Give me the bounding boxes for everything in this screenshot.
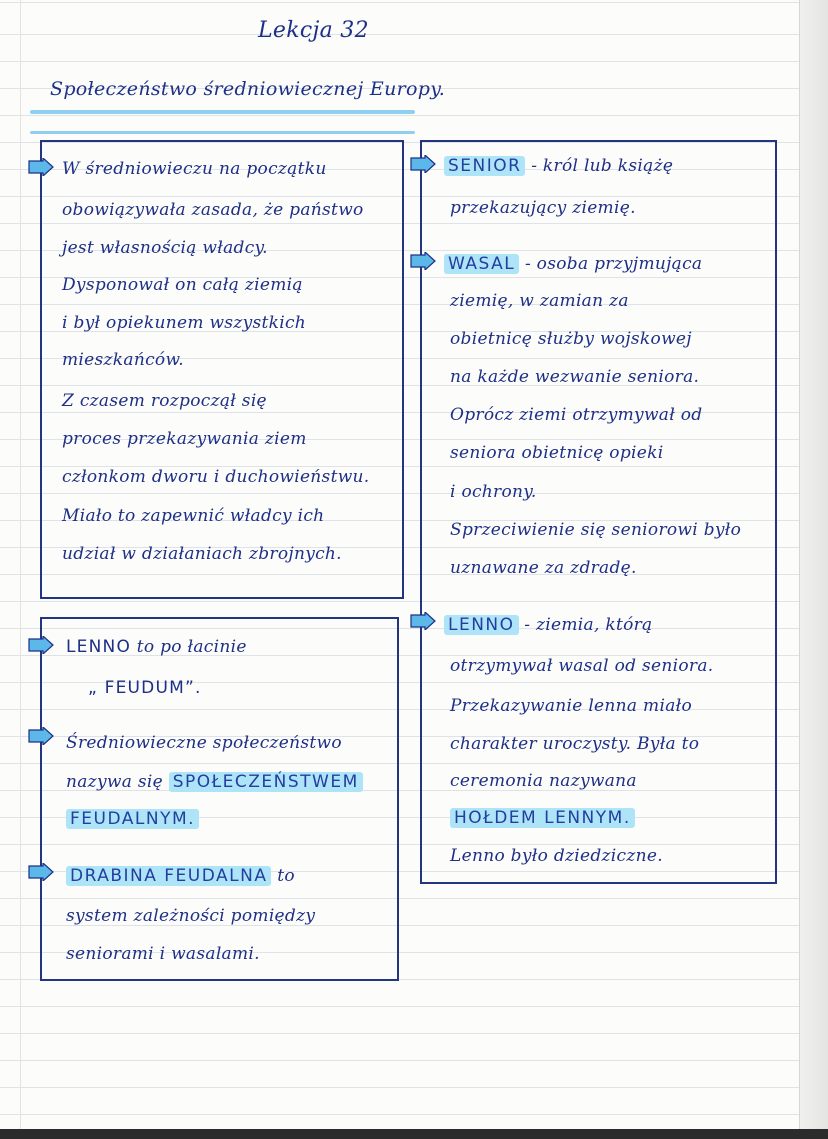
society-prefix: nazywa się (66, 772, 163, 792)
lenno-latin-line (66, 636, 247, 658)
arrow-bullet-icon (410, 252, 436, 270)
wasal-definition (444, 253, 702, 275)
lenno-line: ceremonia nazywana (450, 771, 637, 791)
senior-definition (444, 155, 673, 177)
box1-line: Miało to zapewnić władcy ich (62, 506, 325, 526)
society-line (66, 808, 199, 830)
ladder-line (66, 865, 295, 887)
wasal-line: Sprzeciwienie się seniorowi było (450, 520, 742, 540)
lenno-line: charakter uroczysty. Była to (450, 734, 700, 754)
box1-line: członkom dworu i duchowieństwu. (62, 467, 370, 487)
box1-line: i był opiekunem wszystkich (62, 313, 307, 333)
scan-border (0, 1129, 828, 1139)
wasal-line: Oprócz ziemi otrzymywał od (450, 405, 703, 425)
wasal-line: uznawane za zdradę. (450, 558, 637, 578)
subtitle-underline-2 (30, 131, 415, 134)
arrow-bullet-icon (28, 158, 54, 176)
page-edge (799, 0, 828, 1139)
lenno-latin-text: to po łacinie (136, 637, 247, 657)
wasal-line: na każde wezwanie seniora. (450, 367, 700, 387)
society-line (66, 771, 363, 793)
arrow-bullet-icon (410, 612, 436, 630)
box1-line: Z czasem rozpoczął się (62, 391, 267, 411)
society-line: Średniowieczne społeczeństwo (66, 733, 342, 753)
hereditary-line: Lenno było dziedziczne. (450, 846, 663, 866)
ladder-to: to (277, 866, 295, 886)
margin-line (20, 0, 21, 1139)
lesson-subtitle: Społeczeństwo średniowiecznej Europy. (50, 78, 446, 100)
feudum-term: „ FEUDUM”. (88, 678, 202, 698)
arrow-bullet-icon (28, 636, 54, 654)
senior-term: SENIOR (444, 156, 525, 176)
wasal-term: WASAL (444, 254, 519, 274)
feudal-ladder-highlight: DRABINA FEUDALNA (66, 866, 271, 886)
box1-line: mieszkańców. (62, 350, 184, 370)
ladder-line: system zależności pomiędzy (66, 906, 316, 926)
lenno-term-2: LENNO (444, 615, 519, 635)
lenno-term: LENNO (66, 637, 132, 657)
box1-line: proces przekazywania ziem (62, 429, 307, 449)
box1-line: W średniowieczu na początku (62, 159, 327, 179)
feudal-highlight: FEUDALNYM. (66, 809, 199, 829)
wasal-line: seniora obietnicę opieki (450, 443, 664, 463)
arrow-bullet-icon (410, 155, 436, 173)
lenno-line: otrzymywał wasal od seniora. (450, 656, 714, 676)
lenno-definition (444, 614, 652, 636)
homage-line (450, 807, 635, 829)
homage-highlight: HOŁDEM LENNYM. (450, 808, 635, 828)
wasal-line: ziemię, w zamian za (450, 291, 629, 311)
box1-line: jest własnością władcy. (62, 238, 268, 258)
box1-line: obowiązywała zasada, że państwo (62, 200, 364, 220)
wasal-text: - osoba przyjmująca (524, 254, 703, 274)
box1-line: udział w działaniach zbrojnych. (62, 544, 342, 564)
senior-line: przekazujący ziemię. (450, 198, 636, 218)
subtitle-underline (30, 110, 415, 114)
wasal-line: i ochrony. (450, 482, 537, 502)
wasal-line: obietnicę służby wojskowej (450, 329, 692, 349)
feudal-society-highlight: SPOŁECZEŃSTWEM (169, 772, 363, 792)
lenno-text: - ziemia, którą (524, 615, 653, 635)
lesson-title: Lekcja 32 (258, 18, 369, 43)
senior-text: - król lub książę (531, 156, 674, 176)
arrow-bullet-icon (28, 727, 54, 745)
arrow-bullet-icon (28, 863, 54, 881)
lenno-line: Przekazywanie lenna miało (450, 696, 692, 716)
box1-line: Dysponował on całą ziemią (62, 275, 303, 295)
ladder-line: seniorami i wasalami. (66, 944, 260, 964)
